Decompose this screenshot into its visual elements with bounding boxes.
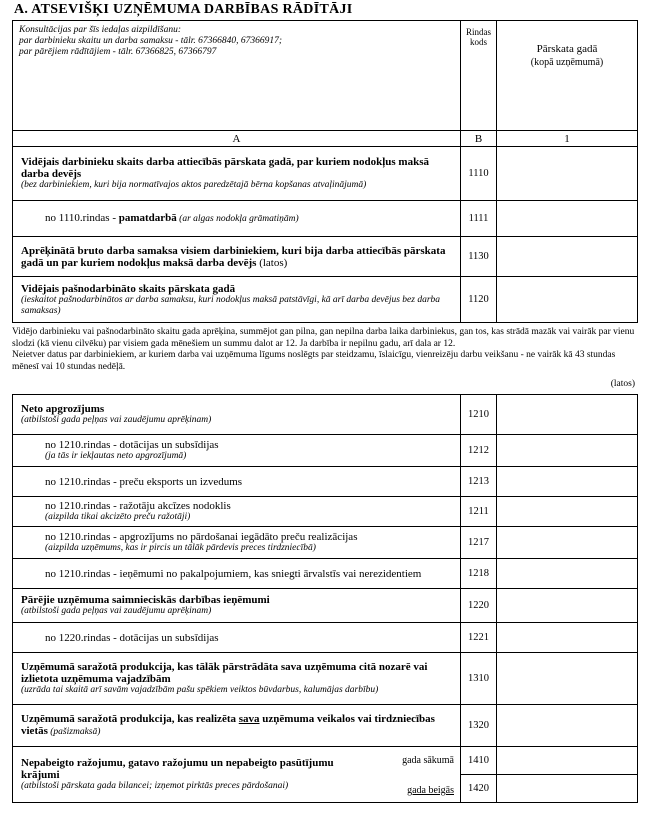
- table-row: [13, 497, 638, 527]
- row-note: (aizpilda tikai akcizēto preču ražotāji): [45, 512, 191, 522]
- label-year-end: gada beigās: [407, 785, 454, 796]
- row-label-bold-2: uzņēmuma veikalos vai tirdzniecības vietās: [21, 713, 435, 737]
- row-label-underlined: sava: [238, 713, 260, 725]
- footnote: [12, 327, 637, 373]
- row-label-bold: Uzņēmumā saražotā produkcija, kas tālāk pārstrādāta sava uzņēmuma citā nozarē vai izlietota uzņēmuma vajadzībām: [21, 661, 428, 685]
- period-label: Pārskata gadā: [536, 43, 598, 55]
- table-row: [13, 705, 638, 747]
- row-label: [13, 435, 461, 467]
- row-label-bold: Pārējie uzņēmuma saimnieciskās darbības ieņēmumi: [21, 594, 270, 606]
- table-row: [13, 747, 638, 775]
- row-label: [13, 201, 461, 237]
- row-label: [13, 653, 461, 705]
- table-row: [13, 623, 638, 653]
- col-letter-1: 1: [497, 131, 638, 147]
- col-letter-b: B: [461, 131, 497, 147]
- value-cell-1217[interactable]: [497, 527, 638, 559]
- code-label-2: kods: [469, 37, 487, 47]
- row-label-text: no 1210.rindas - dotācijas un subsīdijas: [45, 439, 219, 451]
- table-row: [13, 395, 638, 435]
- row-code: 1211: [461, 497, 497, 527]
- value-cell-1212[interactable]: [497, 435, 638, 467]
- code-column-header: [461, 21, 497, 131]
- value-cell-1220[interactable]: [497, 589, 638, 623]
- period-sub: (kopā uzņēmumā): [530, 57, 604, 68]
- row-code: 1212: [461, 435, 497, 467]
- row-code: 1420: [461, 775, 497, 803]
- row-note: (atbilstoši pārskata gada bilancei; izņemot pirktās preces pārdošanai): [21, 781, 289, 791]
- period-column-header: [497, 21, 638, 131]
- row-code: 1217: [461, 527, 497, 559]
- row-code: 1221: [461, 623, 497, 653]
- value-cell-1110[interactable]: [497, 147, 638, 201]
- section-title: A. ATSEVIŠĶI UZŅĒMUMA DARBĪBAS RĀDĪTĀJI: [14, 2, 353, 17]
- value-cell-1130[interactable]: [497, 237, 638, 277]
- value-cell-1420[interactable]: [497, 775, 638, 803]
- row-label: [13, 747, 461, 803]
- row-code: 1111: [461, 201, 497, 237]
- value-cell-1120[interactable]: [497, 277, 638, 323]
- row-label-tail: (latos): [256, 256, 288, 269]
- row-label: [13, 467, 461, 497]
- value-cell-1218[interactable]: [497, 559, 638, 589]
- row-note: (ieskaitot pašnodarbinātos ar darba samaksu, kuri nodokļus maksā patstāvīgi, kā arī darba devējus bez darba samaksas): [21, 294, 441, 316]
- row-label: [13, 705, 461, 747]
- value-cell-1221[interactable]: [497, 623, 638, 653]
- row-note: (ja tās ir iekļautas neto apgrozījumā): [45, 451, 187, 461]
- row-label-text: no 1210.rindas - ražotāju akcīzes nodoklis: [45, 500, 231, 512]
- row-code: 1220: [461, 589, 497, 623]
- value-cell-1210[interactable]: [497, 395, 638, 435]
- value-cell-1310[interactable]: [497, 653, 638, 705]
- row-code: 1120: [461, 277, 497, 323]
- footnote-line-2: Neietver datus par darbiniekiem, ar kuriem darba vai uzņēmuma līgums noslēgts par steidzamu, īslaicīgu, vienreizēju darbu veikšanu - ne vairāk kā 43 stundas mēnesī vai 10 stundas nedēļā.: [12, 350, 616, 372]
- row-code: 1110: [461, 147, 497, 201]
- row-note: (uzrāda tai skaitā arī savām vajadzībām pašu spēkiem veiktos būvdarbus, kalumājas darbību): [21, 685, 379, 695]
- table-row: [13, 435, 638, 467]
- row-note: (aizpilda uzņēmums, kas ir pircis un tālāk pārdevis preces tirdzniecībā): [45, 543, 316, 553]
- table-row: [13, 559, 638, 589]
- footnote-line-1: Vidējo darbinieku vai pašnodarbināto skaitu gada aprēķina, summējot gan pilna, gan nepilna darba laika darbiniekus, gan tos, kas strādā mazāk vai vairāk par vienu slodzi (kā vienu cilvēku) par visiem gada mēnešiem un summu dalot ar 12. Ja darbība ir nepilnu gadu, arī dala ar 12.: [12, 327, 635, 349]
- table-row: [13, 653, 638, 705]
- consult-line-2: par darbinieku skaitu un darba samaksu - tālr. 67366840, 67366917;: [19, 36, 283, 46]
- col-letter-a: A: [13, 131, 461, 147]
- row-code: 1320: [461, 705, 497, 747]
- consult-line-1: Konsultācijas par šīs iedaļas aizpildīšanu:: [19, 25, 182, 35]
- row-note: (pašizmaksā): [47, 727, 101, 737]
- table-row: [13, 467, 638, 497]
- row-label-bold: Nepabeigto ražojumu, gatavo ražojumu un nepabeigto pasūtījumu krājumi: [21, 757, 334, 781]
- row-label: [13, 277, 461, 323]
- row-note: (atbilstoši gada peļņas vai zaudējumu aprēķinam): [21, 415, 212, 425]
- table-row: [13, 527, 638, 559]
- value-cell-1320[interactable]: [497, 705, 638, 747]
- row-label: [13, 497, 461, 527]
- revenue-table: [12, 394, 638, 803]
- row-label: [13, 395, 461, 435]
- value-cell-1213[interactable]: [497, 467, 638, 497]
- row-label: [13, 147, 461, 201]
- row-code: 1218: [461, 559, 497, 589]
- consult-line-3: par pārējiem rādītājiem - tālr. 67366825, 67366797: [19, 47, 217, 57]
- row-note: (ar algas nodokļa grāmatiņām): [176, 214, 299, 224]
- row-label: [13, 589, 461, 623]
- table-row: [13, 147, 638, 201]
- code-label-1: Rindas: [465, 27, 491, 37]
- row-label-prefix: no 1110.rindas -: [45, 212, 119, 224]
- row-label-bold: Aprēķinātā bruto darba samaksa visiem darbiniekiem, kuri bija darba attiecībās pārskata gadā un par kuriem nodokļus maksā darba devējs: [21, 244, 446, 269]
- row-label: [13, 527, 461, 559]
- value-cell-1211[interactable]: [497, 497, 638, 527]
- row-label-bold: Neto apgrozījums: [21, 403, 105, 415]
- row-label: [13, 559, 461, 589]
- row-code: 1213: [461, 467, 497, 497]
- table-row: [13, 589, 638, 623]
- row-label-bold: Vidējais darbinieku skaits darba attiecībās pārskata gadā, par kuriem nodokļus maksā darba devējs: [21, 156, 429, 180]
- row-label-bold: Uzņēmumā saražotā produkcija, kas realizēta: [21, 713, 239, 725]
- row-label-text: no 1220.rindas - dotācijas un subsīdijas: [45, 631, 219, 644]
- employees-table: [12, 20, 638, 323]
- row-label-text: no 1210.rindas - ieņēmumi no pakalpojumiem, kas sniegti ārvalstīs vai nerezidentiem: [45, 567, 422, 580]
- row-code: 1310: [461, 653, 497, 705]
- units-label: (latos): [610, 379, 635, 389]
- table-row: [13, 201, 638, 237]
- row-note: (bez darbiniekiem, kuri bija normatīvajos aktos paredzētajā bērna kopšanas atvaļinājumā): [21, 180, 367, 190]
- row-label: [13, 623, 461, 653]
- row-note: (atbilstoši gada peļņas vai zaudējumu aprēķinam): [21, 606, 212, 616]
- row-code: 1410: [461, 747, 497, 775]
- row-code: 1210: [461, 395, 497, 435]
- row-label: [13, 237, 461, 277]
- row-label-text: no 1210.rindas - apgrozījums no pārdošanai iegādāto preču realizācijas: [45, 531, 358, 543]
- row-label-text: no 1210.rindas - preču eksports un izvedums: [45, 475, 243, 488]
- row-code: 1130: [461, 237, 497, 277]
- table-row: [13, 277, 638, 323]
- label-year-start: gada sākumā: [402, 755, 454, 766]
- row-label-bold: Vidējais pašnodarbināto skaits pārskata gadā: [21, 282, 236, 295]
- row-label-bold: pamatdarbā: [118, 212, 177, 224]
- value-cell-1410[interactable]: [497, 747, 638, 775]
- table-row: [13, 237, 638, 277]
- consultation-info: [13, 21, 461, 131]
- value-cell-1111[interactable]: [497, 201, 638, 237]
